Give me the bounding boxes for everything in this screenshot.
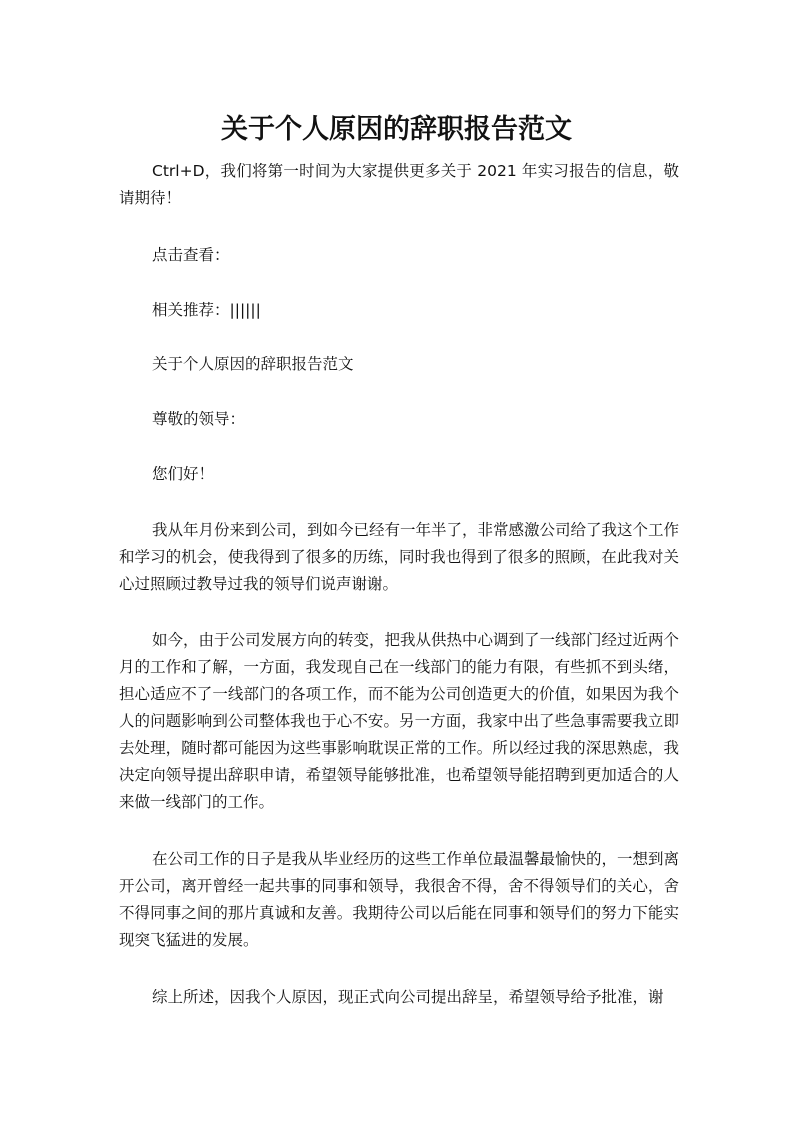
body-paragraph-1: 我从年月份来到公司，到如今已经有一年半了，非常感激公司给了我这个工作和学习的机会，使我得到了很多的历练，同时我也得到了很多的照顾，在此我对关心过照顾过教导过我的领导们说声谢谢。 bbox=[119, 521, 680, 593]
click-view-text: 点击查看： bbox=[152, 246, 230, 264]
body-paragraph-3: 在公司工作的日子是我从毕业经历的这些工作单位最温馨最愉快的，一想到离开公司，离开曾经一起共事的同事和领导，我很舍不得，舍不得领导们的关心，舍不得同事之间的那片真诚和友善。我期待公司以后能在同事和领导们的努力下能实现突飞猛进的发展。 bbox=[119, 850, 680, 949]
related-recommendations[interactable]: 相关推荐：|||||| bbox=[152, 301, 261, 319]
subtitle-text: 关于个人原因的辞职报告范文 bbox=[152, 355, 354, 373]
greeting-text: 您们好！ bbox=[152, 465, 215, 483]
salutation-text: 尊敬的领导： bbox=[152, 410, 246, 428]
document-title: 关于个人原因的辞职报告范文 bbox=[221, 114, 572, 145]
body-paragraph-4: 综上所述，因我个人原因，现正式向公司提出辞呈，希望领导给予批准，谢 bbox=[152, 988, 664, 1006]
body-paragraph-2: 如今，由于公司发展方向的转变，把我从供热中心调到了一线部门经过近两个月的工作和了解，一方面，我发现自己在一线部门的能力有限，有些抓不到头绪，担心适应不了一线部门的各项工作，而不能为公司创造更大的价值，如果因为我个人的问题影响到公司整体我也于心不安。另一方面，我家中出了些急事需要我立即去处理，随时都可能因为这些事影响耽误正常的工作。所以经过我的深思熟虑，我决定向领导提出辞职申请，希望领导能够批准，也希望领导能招聘到更加适合的人来做一线部门的工作。 bbox=[119, 631, 680, 811]
intro-paragraph: Ctrl+D，我们将第一时间为大家提供更多关于 2021 年实习报告的信息，敬请期待！ bbox=[119, 162, 679, 207]
